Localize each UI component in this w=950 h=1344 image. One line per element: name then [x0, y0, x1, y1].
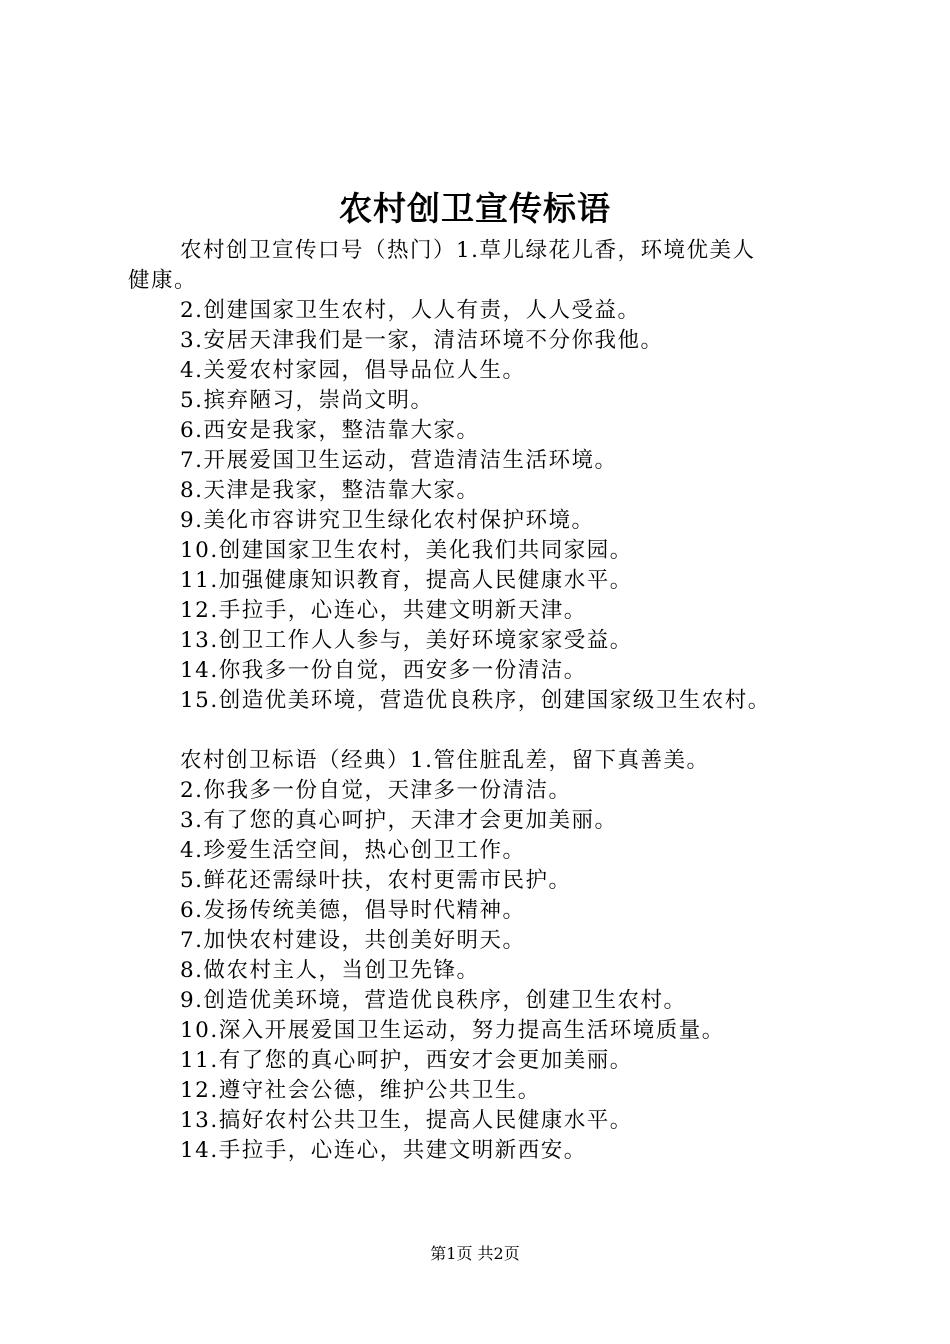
page-footer: 第1页 共2页	[430, 1244, 520, 1263]
section1-item: 3.安居天津我们是一家，清洁环境不分你我他。	[180, 328, 664, 353]
section1-item: 9.美化市容讲究卫生绿化农村保护环境。	[180, 508, 595, 533]
section2-item: 9.创造优美环境，营造优良秩序，创建卫生农村。	[180, 988, 687, 1013]
document-title: 农村创卫宣传标语	[339, 189, 611, 228]
section2-item: 2.你我多一份自觉，天津多一份清洁。	[180, 778, 572, 803]
section1-item: 12.手拉手，心连心，共建文明新天津。	[180, 598, 587, 623]
section2-item: 8.做农村主人，当创卫先锋。	[180, 958, 480, 983]
section2-item: 12.遵守社会公德，维护公共卫生。	[180, 1078, 541, 1103]
section1-item: 7.开展爱国卫生运动，营造清洁生活环境。	[180, 448, 618, 473]
section-gap	[128, 716, 828, 746]
section1-item: 8.天津是我家，整洁靠大家。	[180, 478, 480, 503]
section2-item: 10.深入开展爱国卫生运动，努力提高生活环境质量。	[180, 1018, 725, 1043]
section1-item: 15.创造优美环境，营造优良秩序，创建国家级卫生农村。	[180, 688, 771, 713]
section1-item: 5.摈弃陋习，崇尚文明。	[180, 388, 434, 413]
section2-item: 14.手拉手，心连心，共建文明新西安。	[180, 1138, 587, 1163]
section2-item: 4.珍爱生活空间，热心创卫工作。	[180, 838, 526, 863]
section1-item: 4.关爱农村家园，倡导品位人生。	[180, 358, 526, 383]
section2-item: 13.搞好农村公共卫生，提高人民健康水平。	[180, 1108, 633, 1133]
section2-item: 6.发扬传统美德，倡导时代精神。	[180, 898, 526, 923]
section1-item: 10.创建国家卫生农村，美化我们共同家园。	[180, 538, 633, 563]
document-body	[128, 236, 828, 1166]
section2-intro: 农村创卫标语（经典）1.管住脏乱差，留下真善美。	[180, 748, 710, 773]
section1-item: 6.西安是我家，整洁靠大家。	[180, 418, 480, 443]
section1-item: 13.创卫工作人人参与，美好环境家家受益。	[180, 628, 633, 653]
section2-item: 3.有了您的真心呵护，天津才会更加美丽。	[180, 808, 618, 833]
section2-item: 7.加快农村建设，共创美好明天。	[180, 928, 526, 953]
section1-item: 11.加强健康知识教育，提高人民健康水平。	[180, 568, 633, 593]
section1-intro: 农村创卫宣传口号（热门）1.草儿绿花儿香，环境优美人	[180, 238, 756, 263]
section1-item: 14.你我多一份自觉，西安多一份清洁。	[180, 658, 587, 683]
section1-item: 2.创建国家卫生农村，人人有责，人人受益。	[180, 298, 641, 323]
section2-item: 5.鲜花还需绿叶扶，农村更需市民护。	[180, 868, 572, 893]
section2-item: 11.有了您的真心呵护，西安才会更加美丽。	[180, 1048, 633, 1073]
section1-intro-continued: 健康。	[128, 268, 198, 293]
